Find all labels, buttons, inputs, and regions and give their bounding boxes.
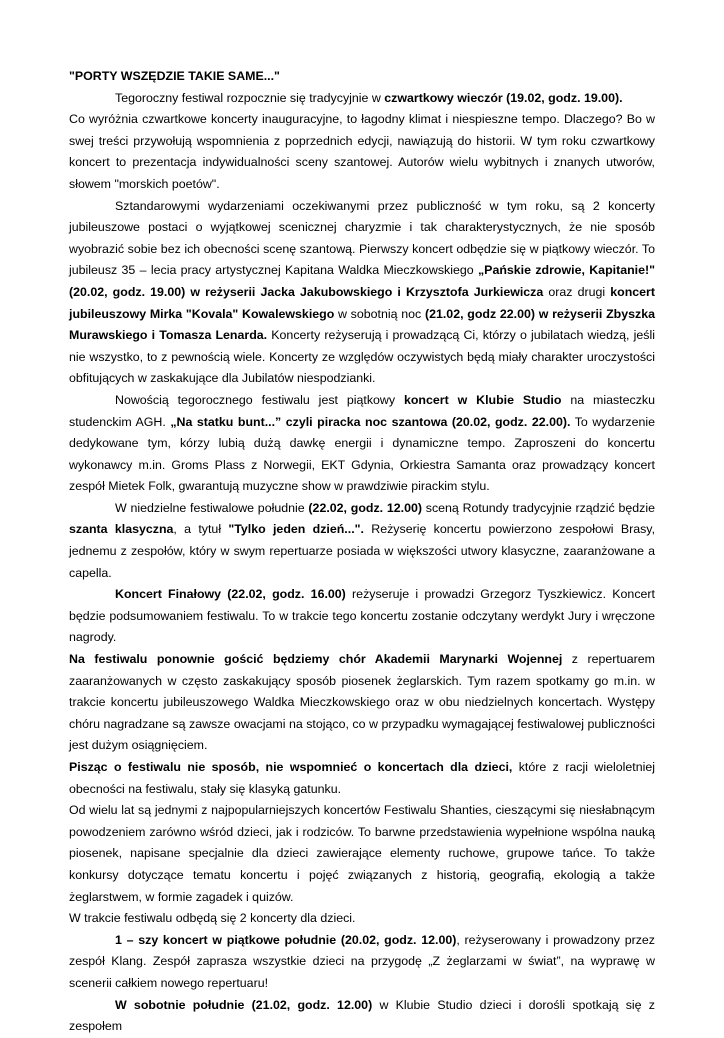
bold-text: (21.02, godz 22.00) w reżyserii Zbyszka Murawskiego i Tomasza Lenarda. (69, 306, 655, 343)
text-run: sceną Rotundy tradycyjnie rządzić będzie (422, 500, 655, 515)
text-run: w sobotnią noc (334, 306, 425, 321)
bold-text: Na festiwalu ponownie gościć będziemy chór Akademii Marynarki Wojennej (69, 652, 563, 667)
paragraph (69, 800, 655, 908)
paragraph (69, 88, 655, 110)
paragraph (69, 649, 655, 757)
text-run: w Klubie Studio dzieci i dorośli spotkają się z zespołem (69, 997, 655, 1034)
text-run: Reżyserię koncertu powierzono zespołowi Brasy, jednemu z zespołów, który w swym repertuarze posiada w większości utwory klasyczne, zaaranżowane a capella. (69, 522, 656, 580)
text-run: To wydarzenie dedykowane tym, kórzy lubią dużą dawkę energii i dynamiczne tempo. Zaproszeni do koncertu wykonawcy m.in. Groms Plass z Norwegii, EKT Gdynia, Orkiestra Samanta oraz prowadzący koncert zespół Mietek Folk, gwarantują muzyczne show w prawdziwie pirackim stylu. (69, 414, 655, 494)
bold-text: szanta klasyczna (69, 522, 174, 537)
text-run: Co wyróżnia czwartkowe koncerty inauguracyjne, to łagodny klimat i niespieszne tempo. Dlaczego? Bo w swej treści przywołują wspomnienia z poprzednich edycji, nawiązują do historii. W tym roku czwartkowy koncert to prezentacja indywidualności sceny szantowej. Autorów wielu wybitnych i znanych utworów, słowem "morskich poetów". (69, 112, 655, 191)
text-run: , reżyserowany i prowadzony przez zespół Klang. Zespół zaprasza wszystkie dzieci na przygodę „Z żeglarzami w świat”, na wyprawę w scenerii całkiem nowego repertuaru! (69, 932, 655, 990)
text-run: Nowością tegorocznego festiwalu jest piątkowy (115, 392, 404, 407)
text-run: Sztandarowymi wydarzeniami oczekiwanymi przez publiczność w tym roku, są 2 koncerty jubileuszowe postaci o wyjątkowej scenicznej charyzmie i tak charakterystycznych, że nie sposób wyobrazić sobie bez ich obecności scenę szantową. Pierwszy koncert odbędzie się w piątkowy wieczór. To jubileusz 35 – lecia pracy artystycznej Kapitana Waldka Mieczkowskiego (69, 198, 655, 278)
text-run: Koncerty reżyserują i prowadzącą Ci, którzy o jubilatach wiedzą, jeśli nie wszystko, to z pewnością wiele. Koncerty ze względów oczywistych będą miały charakter uroczystości obfitujących w zaskakujące dla Jubilatów niespodzianki. (69, 328, 655, 386)
paragraph (69, 930, 655, 995)
bold-text: W sobotnie południe (21.02, godz. 12.00) (115, 997, 373, 1012)
bold-text: "Tylko jeden dzień...". (228, 522, 364, 537)
paragraph (69, 584, 655, 649)
text-run: Tegoroczny festiwal rozpocznie się tradycyjnie w (115, 90, 385, 105)
paragraph (69, 908, 655, 930)
paragraph (69, 196, 655, 390)
document-title: "PORTY WSZĘDZIE TAKIE SAME..." (69, 69, 280, 83)
bold-text: „Na statku bunt...” czyli piracka noc szantowa (20.02, godz. 22.00). (170, 414, 571, 429)
bold-text: koncert w Klubie Studio (403, 392, 562, 407)
bold-text: Pisząc o festiwalu nie sposób, nie wspomnieć o koncertach dla dzieci, (69, 760, 513, 774)
bold-text: (22.02, godz. 12.00) (308, 500, 422, 515)
bold-text: 1 – szy koncert w piątkowe południe (20.02, godz. 12.00) (115, 932, 457, 947)
paragraph (69, 498, 655, 584)
document-page (69, 66, 655, 1038)
text-run: reżyseruje i prowadzi Grzegorz Tyszkiewicz. Koncert będzie podsumowaniem festiwalu. To w trakcie tego koncertu zostanie odczytany werdykt Jury i wręczone nagrody. (69, 587, 655, 645)
paragraph (69, 757, 655, 800)
text-run: które z racji wieloletniej obecności na festiwalu, stały się klasyką gatunku. (69, 760, 655, 796)
text-run: , a tytuł (173, 522, 229, 537)
paragraph (69, 995, 655, 1038)
text-run: W trakcie festiwalu odbędą się 2 koncerty dla dzieci. (69, 911, 356, 926)
text-run: Od wielu lat są jednymi z najpopularniejszych koncertów Festiwalu Shanties, cieszącymi się niesłabnącym powodzeniem zarówno wśród dzieci, jak i rodziców. To barwne przedstawienia wypełnione wspólna nauką piosenek, napisane specjalnie dla dzieci zawierające elementy ruchowe, grupowe tańce. To także konkursy dotyczące tematu koncertu i pojęć związanych z historią, geografią, ekologią a także żeglarstwem, w formie zagadek i quizów. (69, 803, 655, 904)
bold-text: czwartkowy wieczór (19.02, godz. 19.00). (384, 90, 623, 105)
bold-text: Koncert Finałowy (22.02, godz. 16.00) (115, 587, 346, 602)
paragraph (69, 109, 655, 195)
document-body (69, 88, 655, 1038)
paragraph (69, 390, 655, 498)
bold-text: „Pańskie zdrowie, Kapitanie!" (20.02, godz. 19.00) w reżyserii Jacka Jakubowskiego i Krzysztofa Jurkiewicza (69, 263, 656, 299)
text-run: oraz drugi (543, 284, 611, 299)
text-run: W niedzielne festiwalowe południe (115, 500, 309, 515)
text-run: z repertuarem zaaranżowanych w często zaskakujący sposób piosenek żeglarskich. Tym razem spotkamy go m.in. w trakcie koncertu jubileuszowego Waldka Mieczkowskiego oraz w obu niedzielnych koncertach. Występy chóru nagradzane są zawsze owacjami na stojąco, co w przypadku wymagającej festiwalowej publiczności jest dużym osiągnięciem. (69, 652, 655, 753)
text-run: na miasteczku studenckim AGH. (69, 392, 655, 429)
bold-text: koncert jubileuszowy Mirka "Kovala" Kowalewskiego (69, 284, 656, 321)
